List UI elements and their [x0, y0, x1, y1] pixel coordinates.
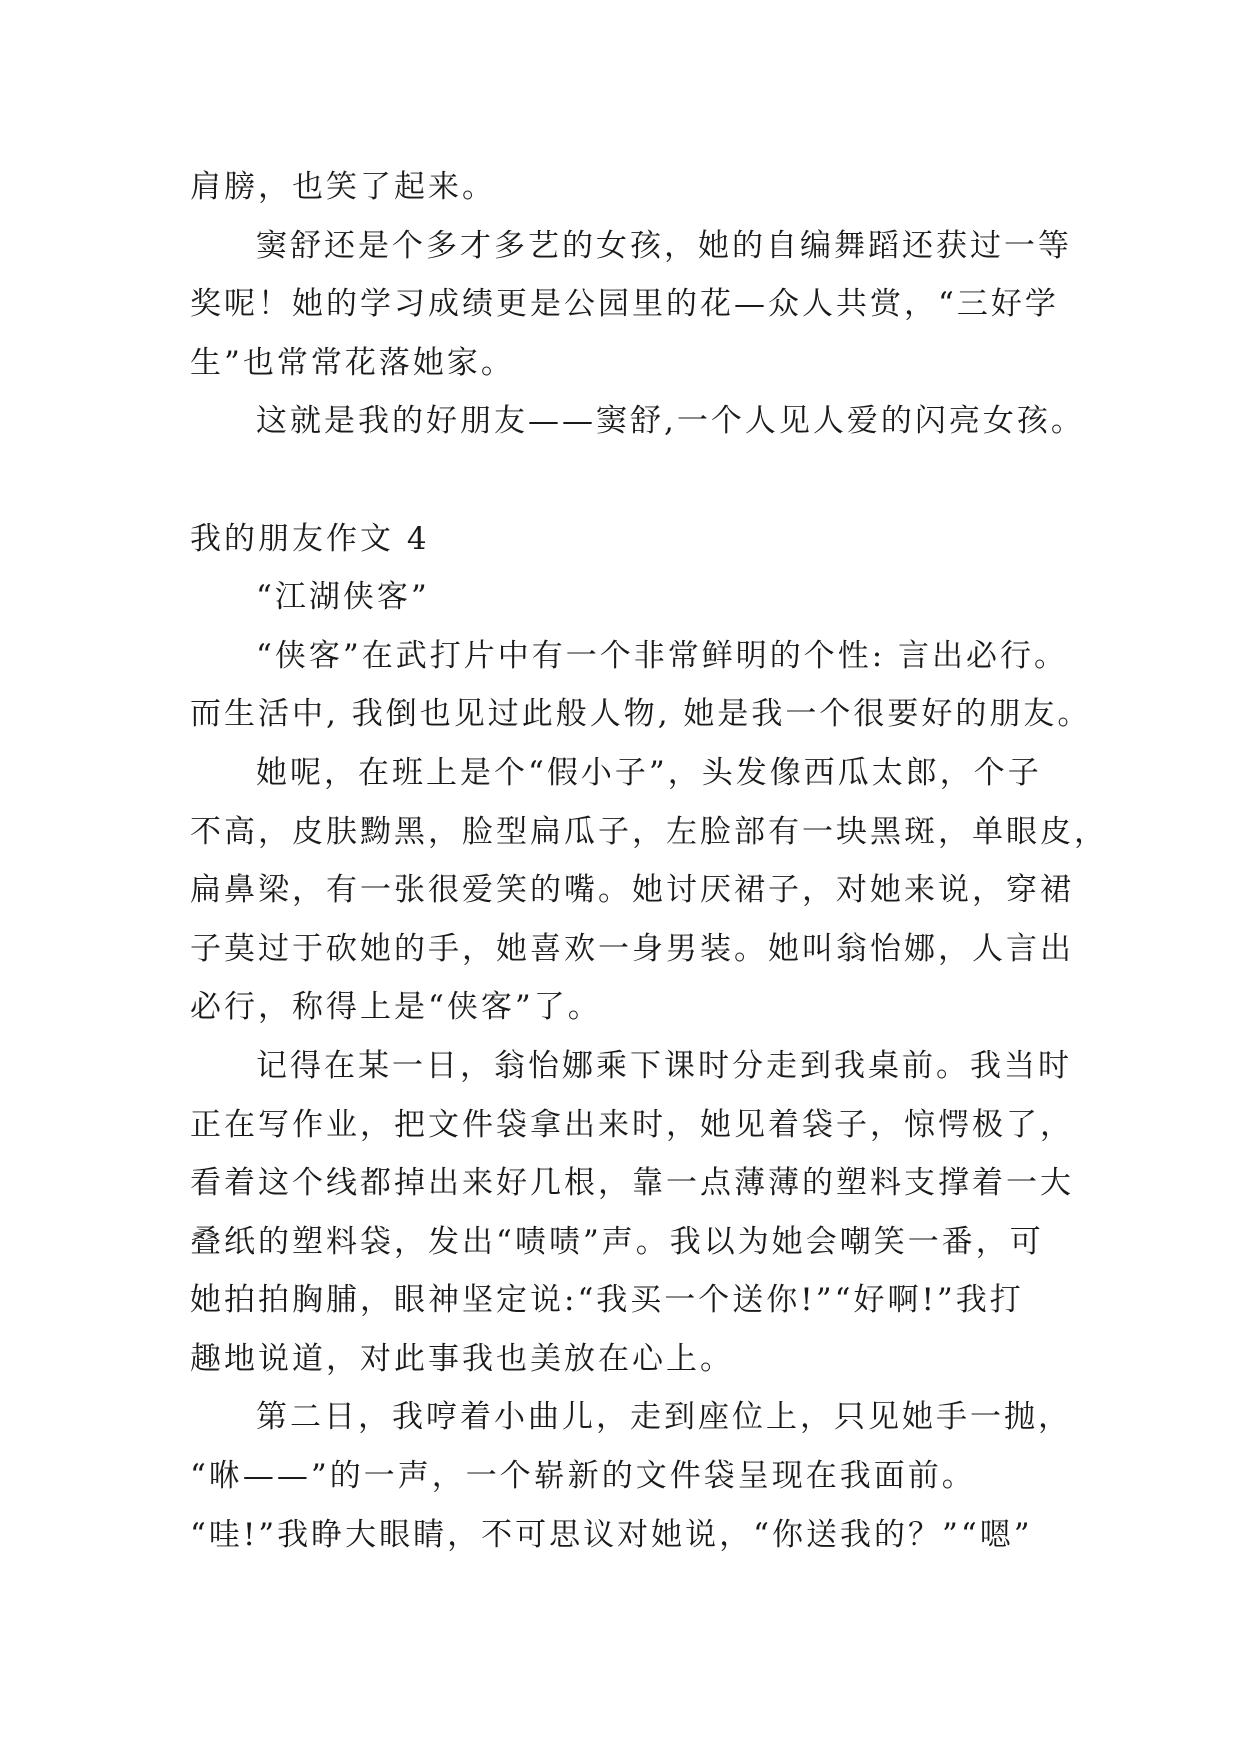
paragraph-line: 窦舒还是个多才多艺的女孩，她的自编舞蹈还获过一等	[256, 227, 1072, 264]
paragraph-line: 扁鼻梁，有一张很爱笑的嘴。她讨厌裙子，对她来说，穿裙	[190, 872, 1074, 909]
paragraph-line: 她呢，在班上是个“假小子”，头发像西瓜太郎，个子	[256, 754, 1042, 791]
section-heading: 我的朋友作文 4	[190, 520, 430, 557]
paragraph-line: 看着这个线都掉出来好几根，靠一点薄薄的塑料支撑着一大	[190, 1165, 1074, 1202]
paragraph-line: 她拍拍胸脯，眼神坚定说:“我买一个送你!”“好啊!”我打	[190, 1282, 1024, 1319]
paragraph-line: 这就是我的好朋友——窦舒,一个人见人爱的闪亮女孩。	[256, 403, 1085, 440]
paragraph-line: 而生活中, 我倒也见过此般人物, 她是我一个很要好的朋友。	[190, 696, 1092, 733]
section-gap	[190, 451, 1060, 510]
paragraph-line: 不高，皮肤黝黑，脸型扁瓜子，左脸部有一块黑斑，单眼皮，	[190, 813, 1108, 850]
paragraph-line: 肩膀，也笑了起来。	[190, 169, 496, 205]
paragraph-line: 叠纸的塑料袋，发出“啧啧”声。我以为她会嘲笑一番，可	[190, 1223, 1044, 1260]
paragraph-line: “咻——”的一声，一个崭新的文件袋呈现在我面前。	[190, 1458, 976, 1495]
paragraph-line: 必行，称得上是“侠客”了。	[190, 989, 602, 1026]
paragraph-line: 第二日，我哼着小曲儿，走到座位上，只见她手一抛，	[256, 1399, 1072, 1436]
paragraph-line: 子莫过于砍她的手，她喜欢一身男装。她叫翁怡娜，人言出	[190, 930, 1074, 967]
paragraph-line: “哇!”我睁大眼睛，不可思议对她说，“你送我的？”“嗯”	[190, 1516, 1033, 1553]
paragraph-line: 趣地说道，对此事我也美放在心上。	[190, 1340, 734, 1377]
paragraph-line: “侠客”在武打片中有一个非常鲜明的个性: 言出必行。	[256, 637, 1068, 674]
paragraph-line: 正在写作业，把文件袋拿出来时，她见着袋子，惊愕极了，	[190, 1106, 1074, 1143]
paragraph-line: 记得在某一日，翁怡娜乘下课时分走到我桌前。我当时	[256, 1047, 1072, 1084]
paragraph-line: 生”也常常花落她家。	[190, 344, 515, 381]
essay-title: “江湖侠客”	[256, 579, 430, 616]
paragraph-line: 奖呢！她的学习成绩更是公园里的花—众人共赏，“三好学	[190, 286, 1059, 323]
document-body	[190, 158, 1108, 1564]
